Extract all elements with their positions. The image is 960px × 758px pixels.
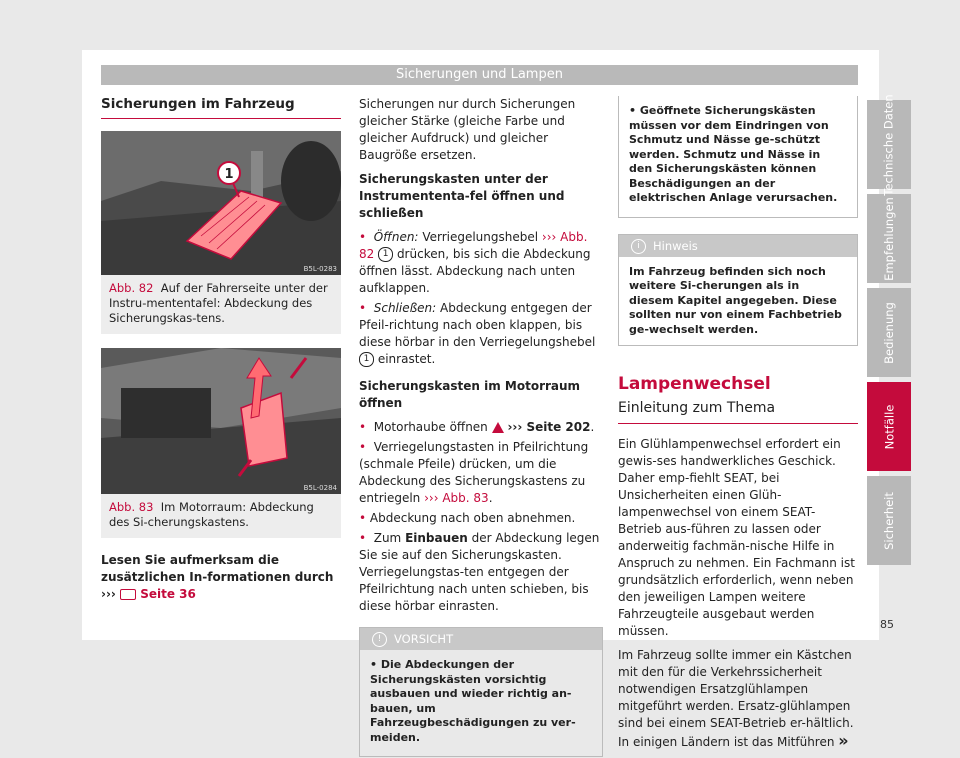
open-text-2: drücken, bis sich die Abdeckung öffnen lässt. Abdeckung nach unten aufklappen.: [359, 247, 591, 295]
close-label: Schließen:: [373, 301, 437, 315]
item-text: Abdeckung nach oben abnehmen.: [369, 511, 576, 525]
fuse-box-engine-image: [101, 348, 341, 494]
subheading: Sicherungskasten unter der Instrumententa-fel öffnen und schließen: [359, 172, 565, 220]
exclamation-icon: !: [372, 632, 387, 647]
figure-caption: [101, 275, 341, 334]
column-1: [101, 96, 341, 603]
tab-notfaelle[interactable]: Notfälle: [867, 382, 911, 471]
caution-text: • Geöffnete Sicherungskästen müssen vor dem Eindringen von Schmutz und Nässe ge-schützt werden. Schmutz und Nässe in den Sicherungskästen können Beschädigungen an der elektrischen Anlage verursachen.: [629, 104, 847, 206]
callout-1: 1: [378, 247, 393, 262]
tab-bedienung[interactable]: Bedienung: [867, 288, 911, 377]
caution-body: [360, 650, 602, 756]
info-icon: i: [631, 239, 646, 254]
figure-link[interactable]: ››› Abb. 83: [424, 491, 489, 505]
figure-link[interactable]: Abb. 82: [359, 230, 588, 261]
callout-1: 1: [359, 352, 374, 367]
figure-82: [101, 131, 341, 334]
hint-box: [618, 234, 858, 347]
page-number: 85: [880, 618, 894, 631]
caution-text: • Die Abdeckungen der Sicherungskästen vorsichtig ausbauen und wieder richtig an-bauen, um Fahrzeugbeschädigungen zu ver-meiden.: [370, 658, 592, 745]
caution-box-continued: [618, 96, 858, 218]
tab-technische-daten[interactable]: Technische Daten: [867, 100, 911, 189]
caption-text: Auf der Fahrerseite unter der Instru-mententafel: Abdeckung des Sicherungskas-tens.: [109, 281, 328, 325]
list-item: [359, 229, 603, 297]
callout-1: 1: [224, 167, 234, 182]
figure-label: Abb. 82: [109, 281, 154, 295]
paragraph: Im Fahrzeug sollte immer ein Kästchen mit den für die Verkehrssicherheit notwendigen Ersatzglühlampen mitgeführt werden. Ersatz-glühlampen sind bei einem SEAT-Betrieb er-hältlich. In einigen Ländern ist das Mitführen »: [618, 648, 854, 750]
tab-sicherheit[interactable]: Sicherheit: [867, 476, 911, 565]
paragraph: Ein Glühlampenwechsel erfordert ein gewis-ses handwerkliches Geschick. Daher emp-fiehlt SEAT, bei Unsicherheiten einen Glüh-lampenwechsel von einem SEAT-Betrieb aus-führen zu lassen oder anderweitig fachmän-nische Hilfe in Anspruch zu nehmen. Ein Fachmann ist grundsätzlich erforderlich, wenn neben den jeweiligen Lampen weitere Fahrzeugteile ausgebaut werden müssen.: [618, 437, 855, 638]
open-label: Öffnen:: [373, 230, 419, 244]
intro-text: Sicherungen nur durch Sicherungen gleicher Stärke (gleiche Farbe und gleicher Aufdruck) und gleicher Baugröße ersetzen.: [359, 97, 576, 162]
close-text-2: einrastet.: [377, 352, 436, 366]
list-item: [359, 510, 603, 527]
open-text: Verriegelungshebel: [422, 230, 539, 244]
chapter-header: Sicherungen und Lampen: [101, 65, 858, 85]
caution-body: [619, 96, 857, 217]
subheading: Sicherungskasten im Motorraum öffnen: [359, 379, 581, 410]
continue-icon: »: [838, 731, 849, 750]
section-title: Sicherungen im Fahrzeug: [101, 96, 341, 119]
column-2: [359, 96, 603, 757]
list-item: • Motorhaube öffnen ››› Seite 202.: [359, 419, 603, 436]
list-item: • Zum Einbauen der Abdeckung legen Sie sie auf den Sicherungskasten. Verriegelungstas-ten entgegen der Pfeilrichtung nach unten schieben, bis diese hörbar einrasten.: [359, 530, 603, 615]
caution-box: [359, 627, 603, 757]
book-icon: [120, 589, 136, 600]
section-title: Lampenwechsel: [618, 374, 771, 394]
list-item: • Verriegelungstasten in Pfeilrichtung (schmale Pfeile) drücken, um die Abdeckung des Sicherungskastens zu entriegeln ››› Abb. 83.: [359, 439, 603, 507]
item-text: Verriegelungstasten in Pfeilrichtung (schmale Pfeile) drücken, um die Abdeckung des Sicherungskastens zu entriegeln: [359, 440, 589, 505]
caution-header: [360, 628, 602, 650]
item-text: Motorhaube öffnen: [373, 420, 488, 434]
tab-empfehlungen[interactable]: Empfehlungen: [867, 194, 911, 283]
warning-icon: [492, 422, 504, 433]
arrow-ref: ›››: [541, 230, 557, 244]
page-link[interactable]: Seite 36: [140, 587, 196, 601]
caution-title: VORSICHT: [394, 632, 454, 646]
hint-header: [619, 235, 857, 257]
hint-text: Im Fahrzeug befinden sich noch weitere Si-cherungen als in diesem Kapitel angegeben. Diese sollten nur von einem Fachbetrieb ge-wechselt werden.: [629, 264, 842, 336]
column-3: [618, 96, 858, 758]
figure-code: B5L-0284: [303, 484, 337, 492]
read-more-text: Lesen Sie aufmerksam die zusätzlichen In-formationen durch: [101, 553, 334, 584]
figure-code: B5L-0283: [303, 265, 337, 273]
hint-title: Hinweis: [653, 238, 698, 253]
figure-caption: [101, 494, 341, 538]
figure-label: Abb. 83: [109, 500, 154, 514]
read-more: [101, 552, 341, 603]
subsection-title: Einleitung zum Thema: [618, 400, 858, 424]
arrow-ref: ›››: [101, 587, 116, 601]
page-link[interactable]: ››› Seite 202: [507, 420, 591, 434]
figure-83: [101, 348, 341, 538]
close-text: Abdeckung entgegen der Pfeil-richtung nach oben klappen, bis diese hörbar in den Verriegelungshebel: [359, 301, 596, 349]
list-item: [359, 300, 603, 368]
fuse-box-dashboard-image: [101, 131, 341, 275]
chapter-tabs: [867, 93, 911, 570]
caption-text: Im Motorraum: Abdeckung des Si-cherungskastens.: [109, 500, 314, 529]
